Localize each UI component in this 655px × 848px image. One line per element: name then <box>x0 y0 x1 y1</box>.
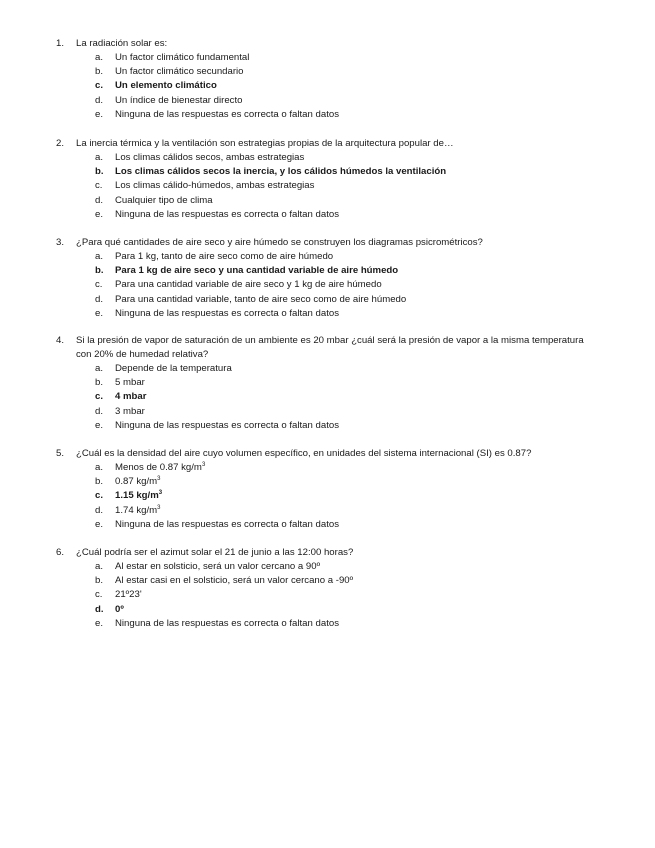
option-letter: c. <box>95 180 103 192</box>
option-b <box>95 475 596 489</box>
option-text: 21º23' <box>115 589 142 601</box>
question-3-options <box>95 250 596 321</box>
question-3-stem <box>56 236 596 250</box>
question-text: La radiación solar es: <box>76 38 168 49</box>
option-text <box>115 461 205 475</box>
option-d <box>95 194 596 208</box>
option-text: Un factor climático secundario <box>115 66 244 78</box>
option-letter: d. <box>95 603 104 615</box>
question-6 <box>56 546 596 631</box>
option-letter: b. <box>95 476 104 488</box>
option-text: 5 mbar <box>115 377 145 389</box>
question-number: 5. <box>56 448 65 459</box>
option-letter: a. <box>95 561 104 572</box>
question-6-stem <box>56 546 596 560</box>
option-letter: c. <box>95 80 104 92</box>
option-d <box>95 405 596 419</box>
question-2-options <box>95 151 596 222</box>
option-letter: a. <box>95 462 104 473</box>
option-text: Un elemento climático <box>115 80 217 92</box>
option-value: Menos de 0.87 kg/m <box>115 462 202 473</box>
option-text: Al estar casi en el solsticio, será un valor cercano a -90º <box>115 575 354 587</box>
option-value: 1.15 kg/m <box>115 490 159 502</box>
option-e <box>95 617 596 631</box>
option-letter: d. <box>95 194 104 206</box>
question-text: ¿Cuál es la densidad del aire cuyo volumen específico, en unidades del sistema internacional (SI) es 0.87? <box>76 448 532 459</box>
question-number: 6. <box>56 547 65 558</box>
question-5-stem <box>56 447 596 461</box>
option-text: Los climas cálido-húmedos, ambas estrategias <box>115 180 315 192</box>
option-text <box>115 489 162 503</box>
option-text: Para 1 kg, tanto de aire seco como de aire húmedo <box>115 251 334 262</box>
question-3 <box>56 236 596 321</box>
option-letter: c. <box>95 589 103 601</box>
option-letter: d. <box>95 504 104 516</box>
option-text: Ninguna de las respuestas es correcta o faltan datos <box>115 617 339 629</box>
option-e <box>95 419 596 433</box>
option-letter: a. <box>95 363 104 374</box>
question-1-stem <box>56 37 596 51</box>
question-5 <box>56 447 596 532</box>
option-text: Ninguna de las respuestas es correcta o faltan datos <box>115 419 339 431</box>
option-text: Ninguna de las respuestas es correcta o faltan datos <box>115 518 339 530</box>
question-text: Si la presión de vapor de saturación de un ambiente es 20 mbar ¿cuál será la presión de vapor a la misma temperatura con 20% de humedad relativa? <box>76 335 584 360</box>
option-letter: d. <box>95 293 104 305</box>
option-text: 4 mbar <box>115 391 147 403</box>
question-number: 1. <box>56 38 65 49</box>
option-letter: b. <box>95 265 104 277</box>
option-a <box>95 362 596 376</box>
option-text: Para una cantidad variable de aire seco y 1 kg de aire húmedo <box>115 279 382 291</box>
option-b-correct <box>95 165 596 179</box>
question-1-options <box>95 51 596 122</box>
option-letter: e. <box>95 419 104 431</box>
option-c-correct <box>95 79 596 93</box>
option-letter: e. <box>95 518 104 530</box>
superscript: 3 <box>157 476 161 483</box>
option-text: Un factor climático fundamental <box>115 52 250 63</box>
question-text: ¿Para qué cantidades de aire seco y aire húmedo se construyen los diagramas psicrométricos? <box>76 237 483 248</box>
option-c <box>95 278 596 292</box>
option-d-correct <box>95 603 596 617</box>
question-text: ¿Cuál podría ser el azimut solar el 21 de junio a las 12:00 horas? <box>76 547 354 558</box>
option-b-correct <box>95 264 596 278</box>
option-e <box>95 208 596 222</box>
question-5-options <box>95 461 596 532</box>
question-number: 2. <box>56 138 65 149</box>
option-letter: d. <box>95 405 104 417</box>
question-number: 4. <box>56 335 65 346</box>
option-c <box>95 588 596 602</box>
option-letter: e. <box>95 108 104 120</box>
option-a <box>95 250 596 264</box>
option-letter: b. <box>95 575 104 587</box>
superscript: 3 <box>201 461 206 468</box>
option-c-correct <box>95 390 596 404</box>
option-letter: d. <box>95 94 104 106</box>
option-text: 0º <box>115 603 124 615</box>
option-letter: b. <box>95 166 104 178</box>
option-letter: a. <box>95 52 104 63</box>
question-4 <box>56 334 596 433</box>
option-text: Ninguna de las respuestas es correcta o faltan datos <box>115 208 339 220</box>
question-text: La inercia térmica y la ventilación son estrategias propias de la arquitectura popular de… <box>76 138 454 149</box>
option-a <box>95 51 596 65</box>
option-letter: c. <box>95 490 104 502</box>
option-letter: a. <box>95 152 104 163</box>
option-e <box>95 307 596 321</box>
option-text <box>115 504 160 518</box>
option-letter: e. <box>95 617 104 629</box>
option-text: Los climas cálidos secos la inercia, y los cálidos húmedos la ventilación <box>115 166 447 178</box>
option-c <box>95 179 596 193</box>
option-letter: a. <box>95 251 104 262</box>
option-e <box>95 108 596 122</box>
option-a <box>95 151 596 165</box>
option-b <box>95 376 596 390</box>
option-d <box>95 504 596 518</box>
option-text: Cualquier tipo de clima <box>115 194 213 206</box>
question-4-stem <box>56 334 596 362</box>
option-letter: e. <box>95 208 104 220</box>
option-letter: e. <box>95 307 104 319</box>
option-text <box>115 475 160 489</box>
option-text: 3 mbar <box>115 405 145 417</box>
option-letter: c. <box>95 279 103 291</box>
question-2 <box>56 137 596 222</box>
option-a <box>95 461 596 475</box>
question-4-options <box>95 362 596 433</box>
option-text: Depende de la temperatura <box>115 363 232 374</box>
option-d <box>95 94 596 108</box>
option-letter: b. <box>95 377 104 389</box>
option-letter: c. <box>95 391 104 403</box>
question-1 <box>56 37 596 122</box>
question-6-options <box>95 560 596 631</box>
option-value: 0.87 kg/m <box>115 476 158 488</box>
option-d <box>95 293 596 307</box>
option-a <box>95 560 596 574</box>
option-text: Ninguna de las respuestas es correcta o faltan datos <box>115 307 339 319</box>
question-2-stem <box>56 137 596 151</box>
option-text: Un índice de bienestar directo <box>115 94 243 106</box>
option-letter: b. <box>95 66 104 78</box>
option-text: Ninguna de las respuestas es correcta o faltan datos <box>115 108 339 120</box>
option-b <box>95 574 596 588</box>
option-text: Los climas cálidos secos, ambas estrategias <box>115 152 305 163</box>
option-b <box>95 65 596 79</box>
option-text: Al estar en solsticio, será un valor cercano a 90º <box>115 561 321 572</box>
superscript: 3 <box>158 490 163 497</box>
question-number: 3. <box>56 237 65 248</box>
option-text: Para 1 kg de aire seco y una cantidad variable de aire húmedo <box>115 265 399 277</box>
option-text: Para una cantidad variable, tanto de aire seco como de aire húmedo <box>115 293 407 305</box>
option-value: 1.74 kg/m <box>115 504 158 516</box>
option-e <box>95 518 596 532</box>
option-c-correct <box>95 489 596 503</box>
superscript: 3 <box>157 504 161 511</box>
